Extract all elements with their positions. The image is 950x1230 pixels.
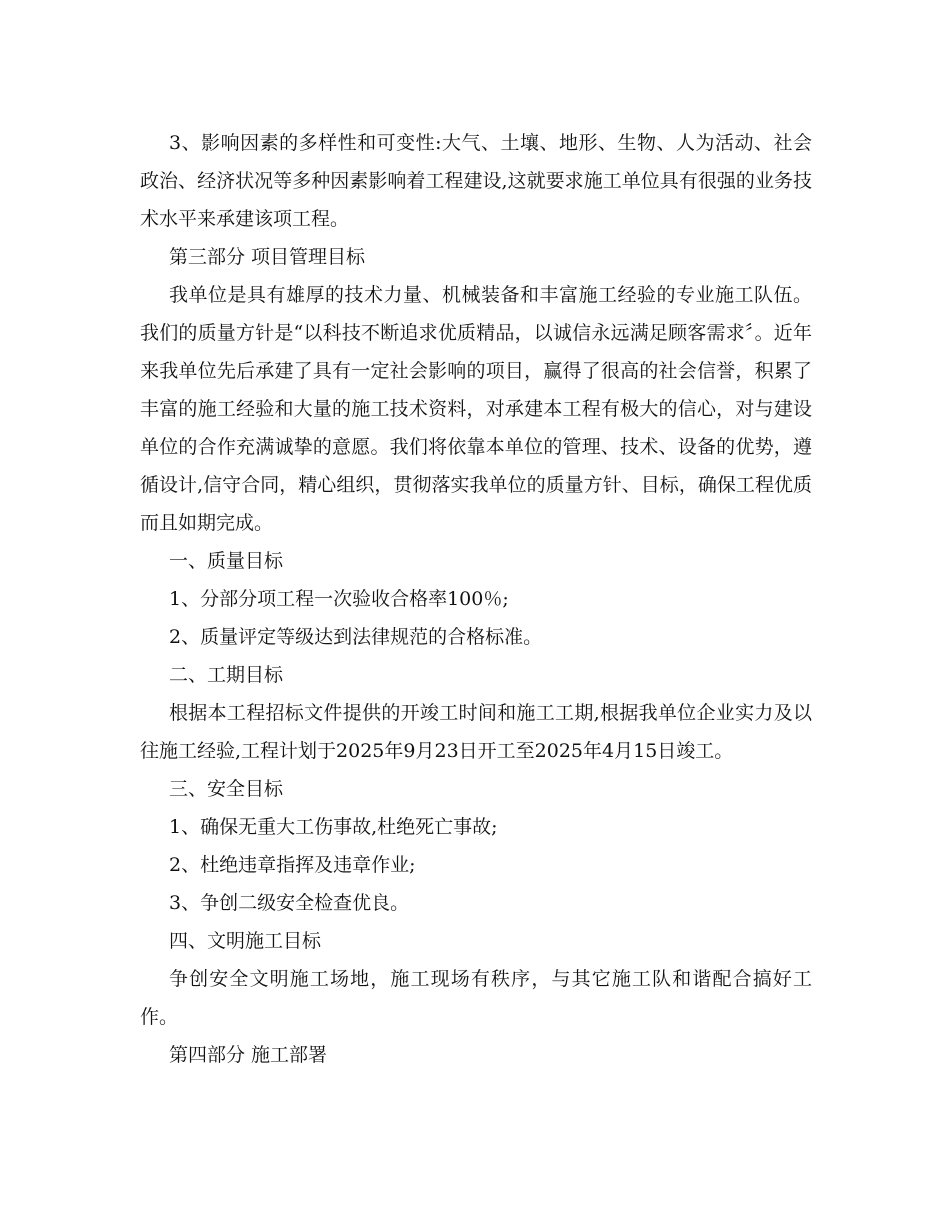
subheading-safety-goal: 三、安全目标 <box>169 778 284 800</box>
subheading-quality-goal: 一、质量目标 <box>169 550 284 572</box>
paragraph-influence-factors: 3、影响因素的多样性和可变性:大气、土壤、地形、生物、人为活动、社会政治、经济状况等多种因素影响着工程建设,这就要求施工单位具有很强的业务技术水平来承建该项工程。 <box>140 132 812 230</box>
document-body <box>140 124 812 1074</box>
paragraph-company-intro: 我单位是具有雄厚的技术力量、机械装备和丰富施工经验的专业施工队伍。我们的质量方针是“以科技不断追求优质精品，以诚信永远满足顾客需求〞。近年来我单位先后承建了具有一定社会影响的项目，赢得了很高的社会信誉，积累了丰富的施工经验和大量的施工技术资料，对承建本工程有极大的信心，对与建设单位的合作充满诚挚的意愿。我们将依靠本单位的管理、技术、设备的优势，遵循设计,信守合同，精心组织，贯彻落实我单位的质量方针、目标，确保工程优质而且如期完成。 <box>140 284 812 534</box>
subheading-civilized-construction-goal: 四、文明施工目标 <box>169 930 322 952</box>
quality-item-2: 2、质量评定等级达到法律规范的合格标准。 <box>169 626 543 648</box>
paragraph-schedule: 根据本工程招标文件提供的开竣工时间和施工工期,根据我单位企业实力及以往施工经验,工程计划于2025年9月23日开工至2025年4月15日竣工。 <box>140 702 812 762</box>
section-heading-part-3: 第三部分 项目管理目标 <box>169 246 366 268</box>
section-heading-part-4: 第四部分 施工部署 <box>169 1044 328 1066</box>
safety-item-3: 3、争创二级安全检查优良。 <box>169 892 410 914</box>
quality-item-1: 1、分部分项工程一次验收合格率100％; <box>169 588 509 610</box>
paragraph-civilized-construction: 争创安全文明施工场地，施工现场有秩序，与其它施工队和谐配合搞好工作。 <box>140 968 812 1028</box>
safety-item-2: 2、杜绝违章指挥及违章作业; <box>169 854 416 876</box>
subheading-schedule-goal: 二、工期目标 <box>169 664 284 686</box>
safety-item-1: 1、确保无重大工伤事故,杜绝死亡事故; <box>169 816 498 838</box>
